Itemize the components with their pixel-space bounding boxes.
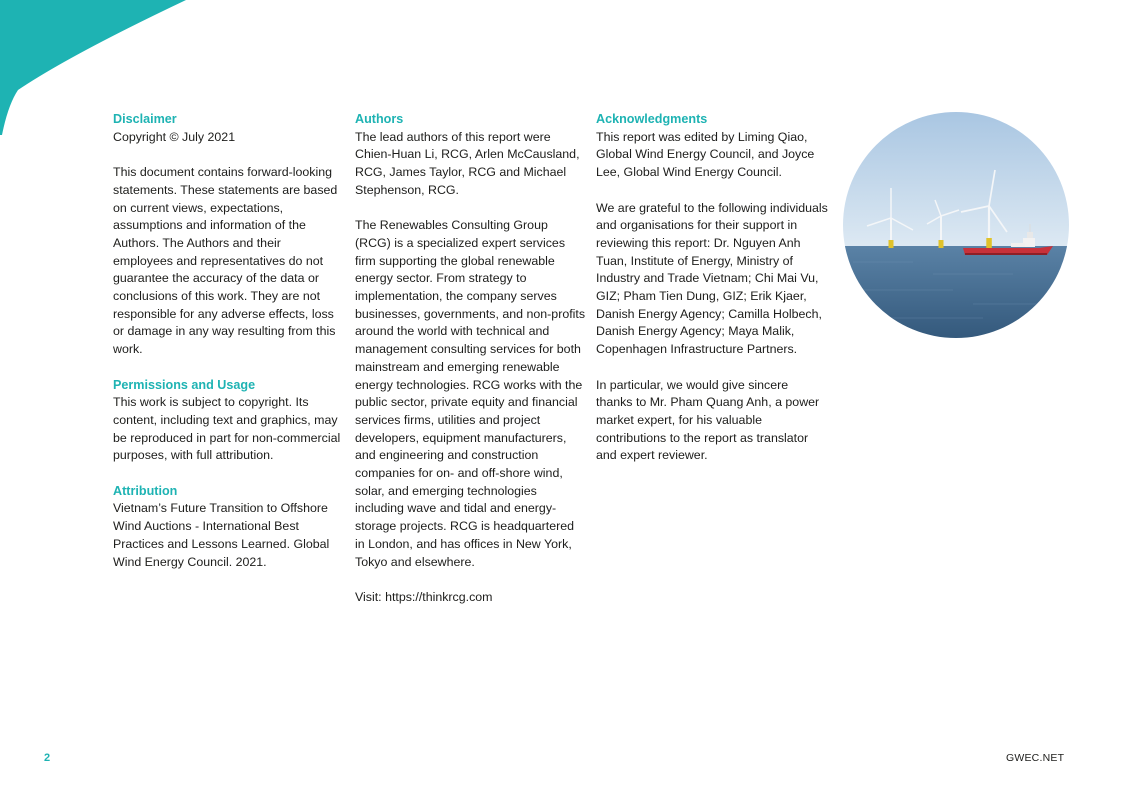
column-disclaimer (113, 111, 341, 571)
authors-heading: Authors (355, 112, 404, 126)
column-acknowledgments (596, 111, 828, 465)
copyright-text: Copyright © July 2021 (113, 129, 236, 144)
page-number: 2 (44, 752, 51, 764)
attribution-text: Vietnam’s Future Transition to Offshore Wind Auctions - International Best Practices and Lessons Learned. Global Wind Energy Council. 2021. (113, 501, 330, 569)
site-url[interactable]: GWEC.NET (1006, 752, 1065, 764)
disclaimer-text: This document contains forward-looking statements. These statements are based on current views, expectations, assumptions and information of the Authors. The Authors and their employees and representatives do not guarantee the accuracy of the data or conclusions of this work. They are not responsible for any adverse effects, loss or damage in any way resulting from this work. (113, 165, 338, 357)
authors-lead-text: The lead authors of this report were Chien-Huan Li, RCG, Arlen McCausland, RCG, James Taylor, RCG and Michael Stephenson, RCG. (355, 129, 580, 197)
rcg-visit-link[interactable]: Visit: https://thinkrcg.com (355, 589, 493, 604)
acknowledgments-reviewers-text: We are grateful to the following individuals and organisations for their support in reviewing this report: Dr. Nguyen Anh Tuan, Institute of Energy, Ministry of Industry and Trade Vietnam; Chi Mai Vu, GIZ; Pham Tien Dung, GIZ; Erik Kjaer, Danish Energy Agency; Camilla Holbech, Danish Energy Agency; Maya Malik, Copenhagen Infrastructure Partners. (596, 200, 828, 357)
acknowledgments-editors-text: This report was edited by Liming Qiao, Global Wind Energy Council, and Joyce Lee, Global Wind Energy Council. (596, 129, 815, 180)
rcg-description-text: The Renewables Consulting Group (RCG) is a specialized expert services firm supporting the global renewable energy sector. From strategy to implementation, the company serves businesses, governments, and non-profits around the world with technical and management consulting services for both mainstream and emerging renewable energy technologies. RCG works with the public sector, private equity and financial services firms, utilities and project developers, equipment manufacturers, and engineering and construction companies for on- and off-shore wind, solar, and emerging technologies including wave and tidal and energy-storage projects. RCG is headquartered in London, and has offices in New York, Tokyo and elsewhere. (355, 218, 586, 569)
acknowledgments-thanks-text: In particular, we would give sincere thanks to Mr. Pham Quang Anh, a power market expert, for his valuable contributions to the report as translator and expert reviewer. (596, 377, 820, 463)
disclaimer-heading: Disclaimer (113, 112, 177, 126)
permissions-heading: Permissions and Usage (113, 377, 256, 392)
attribution-heading: Attribution (113, 483, 178, 498)
offshore-wind-photo (843, 112, 1069, 338)
permissions-text: This work is subject to copyright. Its content, including text and graphics, may be reproduced in part for non-commercial purposes, with full attribution. (113, 395, 341, 463)
acknowledgments-heading: Acknowledgments (596, 112, 708, 126)
column-authors (355, 111, 587, 607)
